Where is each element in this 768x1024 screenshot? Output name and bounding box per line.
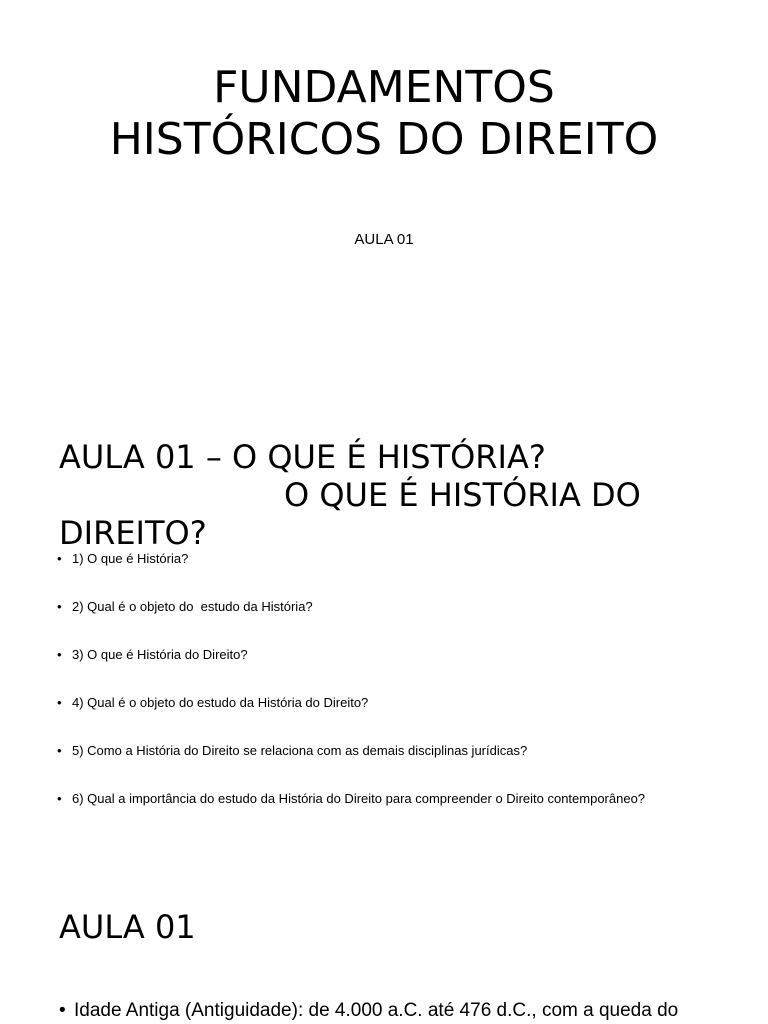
list-item-text: 6) Qual a importância do estudo da História do Direito para compreender o Direito contemporâneo?: [72, 791, 646, 806]
list-item-text: 2) Qual é o objeto do estudo da História?: [72, 599, 313, 614]
bullet-icon: •: [57, 647, 62, 662]
bullet-icon: •: [57, 791, 62, 806]
bullet-icon: •: [57, 743, 62, 758]
list-item: [57, 550, 677, 568]
slide-heading: AULA 01: [59, 908, 196, 946]
list-item: [57, 790, 677, 808]
slide-title: FUNDAMENTOS HISTÓRICOS DO DIREITO: [109, 62, 659, 165]
list-item: [59, 999, 759, 1023]
list-item: [57, 742, 677, 760]
bullet-icon: •: [59, 1000, 66, 1021]
slide-heading: [59, 438, 739, 552]
slide-subtitle: AULA 01: [354, 231, 414, 248]
heading-line-3: DIREITO?: [59, 514, 207, 552]
list-item-text: Idade Antiga (Antiguidade): de 4.000 a.C. até 476 d.C., com a queda do: [74, 1000, 679, 1021]
periods-slide: [0, 880, 768, 1024]
list-item-text: 5) Como a História do Direito se relaciona com as demais disciplinas jurídicas?: [72, 743, 528, 758]
period-list: [59, 999, 759, 1023]
list-item: [57, 646, 677, 664]
list-item-text: 3) O que é História do Direito?: [72, 647, 248, 662]
list-item: [57, 598, 677, 616]
bullet-icon: •: [57, 599, 62, 614]
heading-line-1: AULA 01 – O QUE É HISTÓRIA?: [59, 438, 546, 476]
list-item-text: 1) O que é História?: [72, 551, 189, 566]
question-list: [57, 550, 677, 838]
heading-line-2: O QUE É HISTÓRIA DO: [284, 476, 641, 514]
bullet-icon: •: [57, 695, 62, 710]
title-slide: [0, 0, 768, 400]
list-item-text: 4) Qual é o objeto do estudo da História do Direito?: [72, 695, 369, 710]
questions-slide: [0, 420, 768, 860]
bullet-icon: •: [57, 551, 62, 566]
list-item: [57, 694, 677, 712]
